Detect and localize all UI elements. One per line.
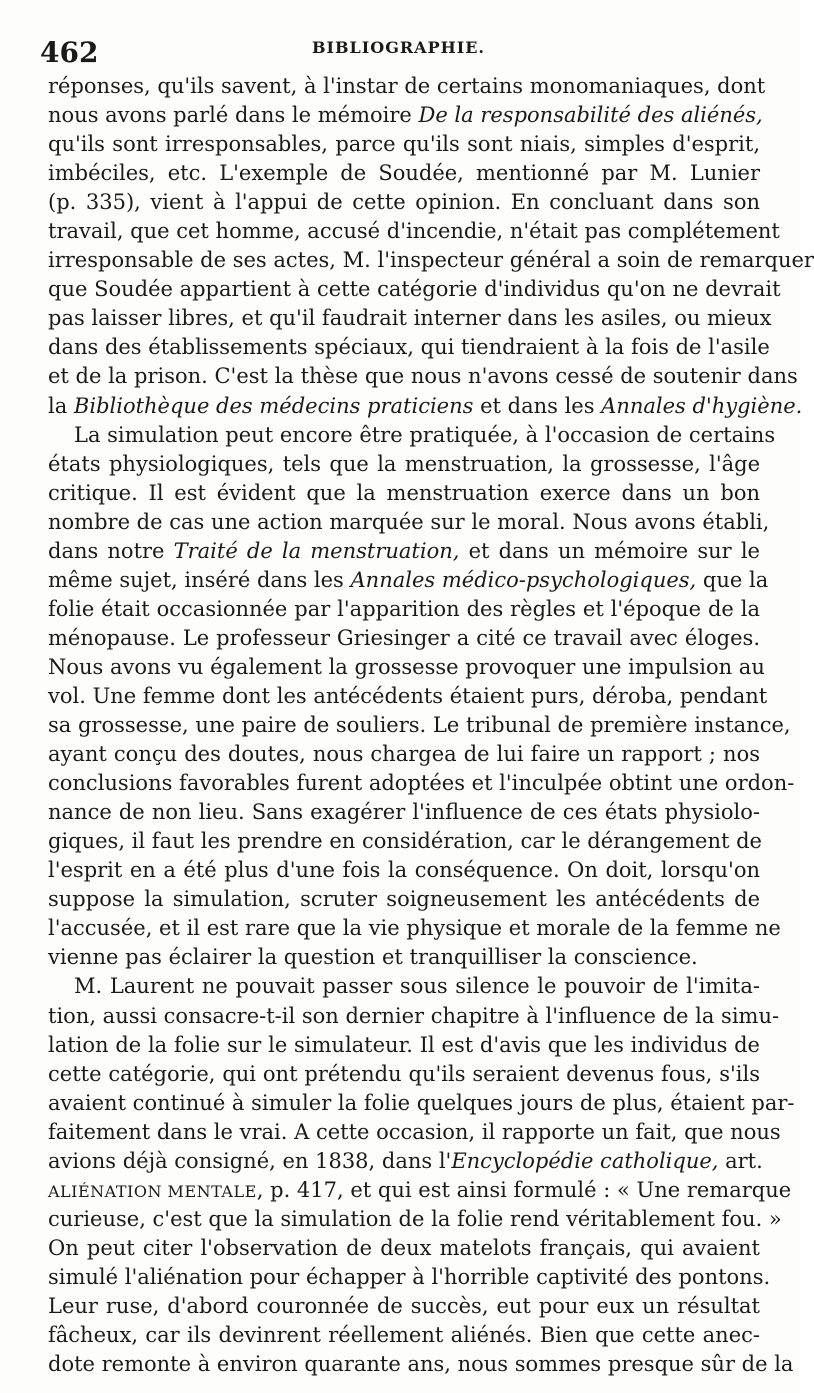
text-span: avaient continué à simuler la folie quelques jours de plus, étaient par- [48, 1090, 795, 1115]
text-span: sa grossesse, une paire de souliers. Le tribunal de première instance, [48, 713, 791, 738]
text-span: Nous avons vu également la grossesse provoquer une impulsion au [48, 654, 765, 679]
text-span: réponses, qu'ils savent, à l'instar de certains monomaniaques, dont [48, 74, 766, 98]
text-line [48, 827, 760, 856]
text-span: et dans les [473, 393, 602, 418]
text-line [48, 72, 766, 101]
text-span: dans notre [48, 538, 174, 563]
text-span: fâcheux, car ils devinrent réellement aliénés. Bien que cette anec- [48, 1323, 760, 1348]
italic-span: Traité de la menstruation, [173, 538, 460, 563]
text-span: avions déjà consigné, en 1838, dans l' [48, 1148, 452, 1173]
text-line [48, 1089, 795, 1118]
text-line [48, 275, 781, 304]
text-line [48, 1118, 781, 1147]
text-span: que Soudée appartient à cette catégorie d'individus qu'on ne devrait [48, 277, 781, 302]
text-line [48, 392, 803, 421]
text-span: lation de la folie sur le simulateur. Il est d'avis que les individus de [48, 1032, 760, 1057]
text-span: giques, il faut les prendre en considération, car le dérangement de [48, 829, 762, 854]
text-span: même sujet, inséré dans les [48, 567, 351, 592]
text-span: dote remonte à environ quarante ans, nous sommes presque sûr de la [48, 1352, 794, 1377]
text-line [48, 450, 760, 479]
text-span: dans des établissements spéciaux, qui tiendraient à la fois de l'asile [48, 335, 770, 360]
text-span: cette catégorie, qui ont prétendu qu'ils seraient devenus fous, s'ils [48, 1061, 760, 1086]
text-span: faitement dans le vrai. A cette occasion, il rapporte un fait, que nous [48, 1119, 781, 1144]
text-span: états physiologiques, tels que la menstruation, la grossesse, l'âge [48, 451, 760, 476]
text-line [48, 1031, 760, 1060]
text-line [48, 1292, 760, 1321]
text-line [48, 362, 798, 391]
text-line [48, 1321, 760, 1350]
text-line [48, 1147, 763, 1176]
text-line [48, 914, 781, 943]
italic-span: De la responsabilité des aliénés, [418, 103, 763, 128]
text-line [48, 1263, 771, 1292]
text-span: travail, que cet homme, accusé d'incendie, n'était pas complétement [48, 219, 780, 244]
text-line [48, 217, 780, 246]
italic-span: Bibliothèque des médecins praticiens [73, 393, 474, 418]
text-line [48, 711, 791, 740]
text-line [48, 624, 760, 653]
text-span: pas laisser libres, et qu'il faudrait interner dans les asiles, ou mieux [48, 306, 772, 331]
text-span: vienne pas éclairer la question et tranquilliser la conscience. [48, 945, 698, 970]
text-line [48, 421, 776, 450]
text-line [48, 769, 795, 798]
text-span: vol. Une femme dont les antécédents étaient purs, déroba, pendant [48, 683, 768, 708]
text-span: et de la prison. C'est la thèse que nous n'avons cessé de soutenir dans [48, 364, 798, 389]
text-span: , p. 417, et qui est ainsi formulé : « Une remarque [256, 1177, 792, 1202]
text-span: art. [718, 1148, 763, 1173]
text-line [48, 856, 760, 885]
text-span: que la [696, 567, 769, 592]
text-line [48, 1234, 760, 1263]
italic-span: Encyclopédie catholique, [451, 1148, 719, 1173]
body-text [48, 72, 814, 1379]
text-line [48, 1350, 794, 1379]
text-span: La simulation peut encore être pratiquée, à l'occasion de certains [74, 422, 776, 447]
text-span: tion, aussi consacre-t-il son dernier chapitre à l'influence de la simu- [48, 1003, 780, 1028]
text-line [48, 101, 763, 130]
text-line [48, 943, 760, 972]
text-line [48, 537, 760, 566]
text-line [48, 595, 760, 624]
page-number: 462 [40, 36, 99, 69]
text-span: (p. 335), vient à l'appui de cette opinion. En concluant dans son [48, 190, 760, 215]
text-line [48, 304, 772, 333]
text-line [48, 479, 760, 508]
text-span: irresponsable de ses actes, M. l'inspecteur général a soin de remarquer [48, 248, 814, 273]
text-line [48, 130, 760, 159]
text-line [48, 1205, 782, 1234]
text-span: la [48, 393, 74, 418]
text-line [48, 1060, 760, 1089]
text-span: Leur ruse, d'abord couronnée de succès, eut pour eux un résultat [48, 1293, 760, 1318]
running-title: BIBLIOGRAPHIE. [312, 38, 485, 57]
italic-span: Annales médico-psychologiques, [350, 567, 697, 592]
text-span: nous avons parlé dans le mémoire [48, 103, 419, 128]
text-span: nombre de cas une action marquée sur le moral. Nous avons établi, [48, 509, 770, 534]
text-line [48, 246, 814, 275]
text-line [48, 885, 760, 914]
small-caps-span: ALIÉNATION MENTALE [48, 1181, 257, 1201]
text-span: curieuse, c'est que la simulation de la folie rend véritablement fou. » [48, 1206, 782, 1231]
text-span: suppose la simulation, scruter soigneusement les antécédents de [48, 887, 760, 912]
text-line [48, 333, 770, 362]
text-span: simulé l'aliénation pour échapper à l'horrible captivité des pontons. [48, 1264, 771, 1289]
text-line [48, 566, 769, 595]
text-span: l'accusée, et il est rare que la vie physique et morale de la femme ne [48, 916, 781, 941]
italic-span: Annales d'hygiène. [601, 393, 803, 418]
page-header [40, 28, 760, 68]
text-line [48, 972, 760, 1001]
text-span: On peut citer l'observation de deux matelots français, qui avaient [48, 1235, 760, 1260]
text-line [48, 1176, 792, 1205]
text-line [48, 682, 768, 711]
text-span: ménopause. Le professeur Griesinger a cité ce travail avec éloges. [48, 625, 760, 650]
text-span: imbéciles, etc. L'exemple de Soudée, mentionné par M. Lunier [48, 161, 760, 186]
text-line [48, 798, 760, 827]
text-span: et dans un mémoire sur le [459, 538, 760, 563]
text-span: critique. Il est évident que la menstruation exerce dans un bon [48, 480, 760, 505]
text-span: qu'ils sont irresponsables, parce qu'ils sont niais, simples d'esprit, [48, 132, 760, 157]
text-span: folie était occasionnée par l'apparition des règles et l'époque de la [48, 596, 760, 621]
text-line [48, 508, 770, 537]
text-line [48, 188, 760, 217]
text-line [48, 740, 760, 769]
text-line [48, 159, 760, 188]
text-line [48, 1002, 780, 1031]
text-line [48, 653, 765, 682]
text-span: conclusions favorables furent adoptées et l'inculpée obtint une ordon- [48, 771, 795, 796]
text-span: l'esprit en a été plus d'une fois la conséquence. On doit, lorsqu'on [48, 858, 760, 883]
text-span: nance de non lieu. Sans exagérer l'influence de ces états physiolo- [48, 800, 760, 825]
text-span: ayant conçu des doutes, nous chargea de lui faire un rapport ; nos [48, 742, 760, 767]
text-span: M. Laurent ne pouvait passer sous silence le pouvoir de l'imita- [74, 974, 760, 999]
